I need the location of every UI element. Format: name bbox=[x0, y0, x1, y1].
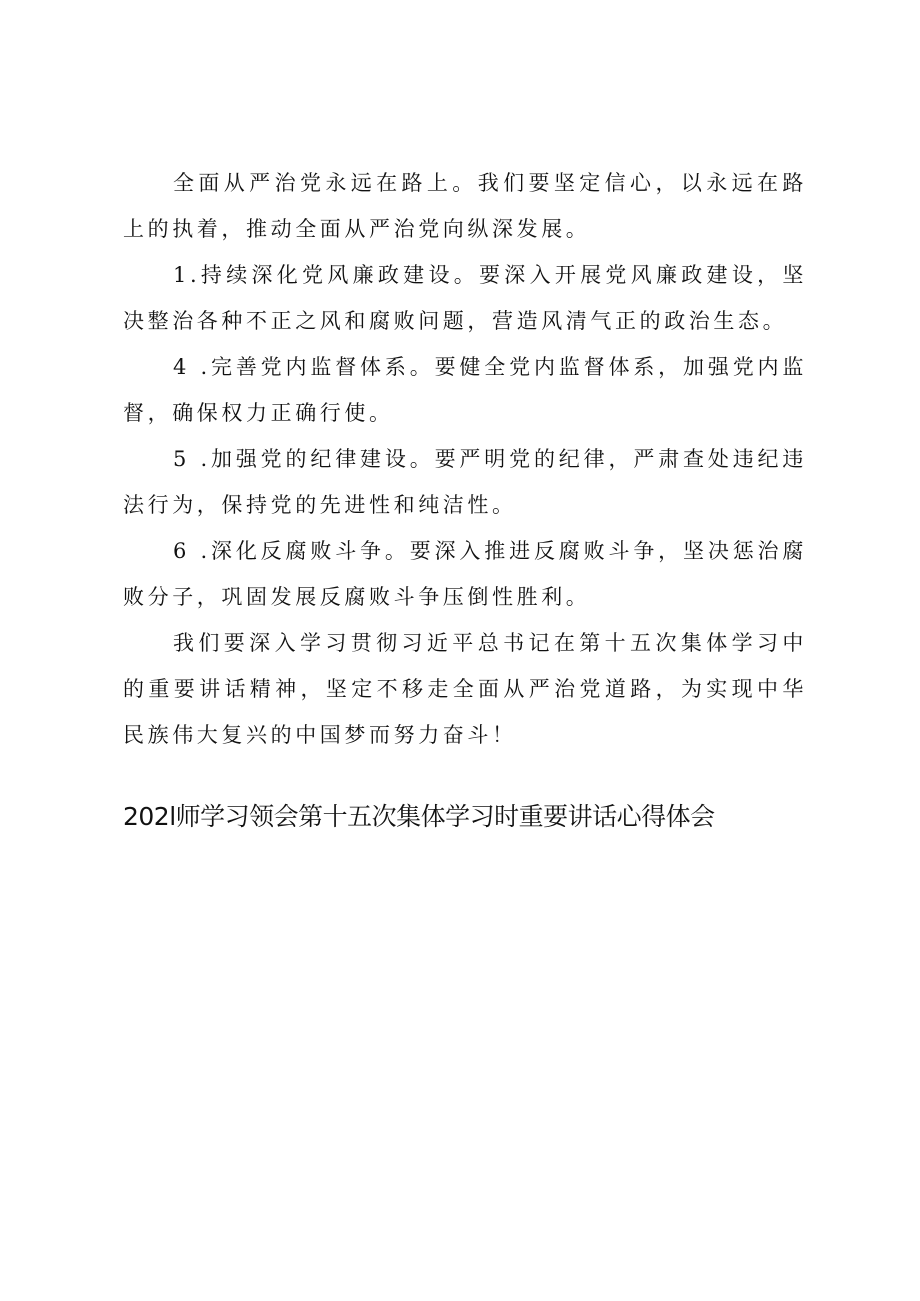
paragraph-conclusion: 我们要深入学习贯彻习近平总书记在第十五次集体学习中的重要讲话精神，坚定不移走全面从严治党道路，为实现中华民族伟大复兴的中国梦而努力奋斗！ bbox=[123, 631, 807, 747]
paragraph-item-1: 1.持续深化党风廉政建设。要深入开展党风廉政建设，坚决整治各种不正之风和腐败问题，营造风清气正的政治生态。 bbox=[123, 263, 807, 333]
paragraph-intro: 全面从严治党永远在路上。我们要坚定信心，以永远在路上的执着，推动全面从严治党向纵深发展。 bbox=[123, 171, 807, 241]
document-body bbox=[123, 160, 807, 758]
paragraph-item-6: 6 .深化反腐败斗争。要深入推进反腐败斗争，坚决惩治腐败分子，巩固发展反腐败斗争压倒性胜利。 bbox=[123, 539, 807, 609]
paragraph-item-4: 4 .完善党内监督体系。要健全党内监督体系，加强党内监督，确保权力正确行使。 bbox=[123, 355, 807, 425]
section-heading: 202l师学习领会第十五次集体学习时重要讲话心得体会 bbox=[123, 802, 715, 831]
paragraph-item-5: 5 .加强党的纪律建设。要严明党的纪律，严肃查处违纪违法行为，保持党的先进性和纯洁性。 bbox=[123, 447, 807, 517]
